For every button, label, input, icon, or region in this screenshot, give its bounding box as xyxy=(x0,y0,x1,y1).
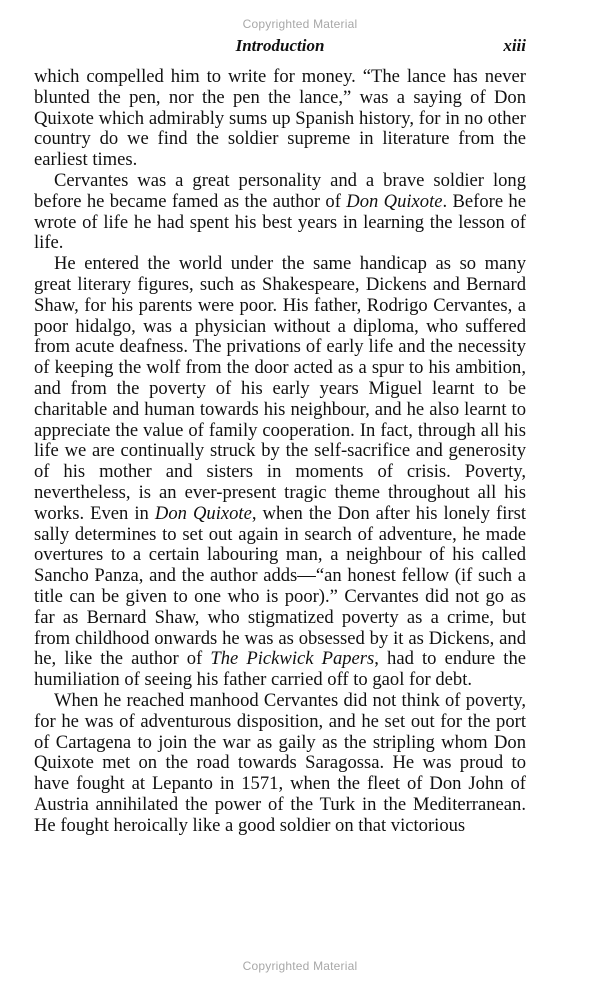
paragraph-2 xyxy=(34,171,526,254)
paragraph-3 xyxy=(34,254,526,691)
book-title-italic: The Pickwick Papers xyxy=(210,648,375,670)
watermark-bottom: Copyrighted Material xyxy=(242,959,358,973)
book-title-italic: Don Quixote xyxy=(346,190,443,212)
paragraph-1 xyxy=(34,67,526,171)
text-run: , when the Don after his lonely first sally determines to set out again in search of adventure, he made overtures to a certain labouring man, a neighbour of his called Sancho Panza, and the author adds—“an honest fellow (if such a title can be given to one who is poor).” Cervantes did not go as far as Bernard Shaw, who stigmatized poverty as a crime, but from childhood onwards he was as obsessed by it as Dickens, and he, like the author of xyxy=(34,502,526,670)
book-title-italic: Don Quixote xyxy=(154,502,252,524)
body-text xyxy=(34,67,526,836)
text-run: He entered the world under the same handicap as so many great literary figures, such as Shakespeare, Dickens and Bernard Shaw, for his parents were poor. His father, Rodrigo Cervantes, a poor hidalgo, was a physician without a diploma, who suffered from acute deafness. The privations of early life and the necessity of keeping the wolf from the door acted as a spur to his ambition, and from the poverty of his early years Miguel learnt to be charitable and human towards his neighbour, and he also learnt to appreciate the value of family cooperation. In fact, through all his life we are continually struck by the self-sacrifice and generosity of his mother and sisters in moments of crisis. Poverty, nevertheless, is an ever-present tragic theme throughout all his works. Even in xyxy=(34,253,526,524)
text-run: which compelled him to write for money. “The lance has never blunted the pen, nor the pen the lance,” was a saying of Don Quixote which admirably sums up Spanish history, for in no other country do we find the soldier supreme in literature from the earliest times. xyxy=(34,66,526,171)
text-run: . Before he wrote of life he had spent his best years in learning the lesson of life. xyxy=(34,190,526,254)
text-run: When he reached manhood Cervantes did not think of poverty, for he was of adventurous disposition, and he set out for the port of Cartagena to join the war as gaily as the stripling whom Don Quixote met on the road towards Saragossa. He was proud to have fought at Lepanto in 1571, when the fleet of Don John of Austria annihilated the power of the Turk in the Mediterranean. He fought heroically like a good soldier on that victorious xyxy=(34,689,526,836)
running-header xyxy=(34,36,526,58)
paragraph-4 xyxy=(34,691,526,837)
page-number: xiii xyxy=(503,36,526,55)
text-run: Cervantes was a great personality and a brave soldier long before he became famed as the author of xyxy=(34,169,526,212)
watermark-top: Copyrighted Material xyxy=(242,17,358,31)
running-title: Introduction xyxy=(235,36,325,55)
text-run: , had to endure the humiliation of seeing his father carried off to gaol for debt. xyxy=(34,648,527,691)
